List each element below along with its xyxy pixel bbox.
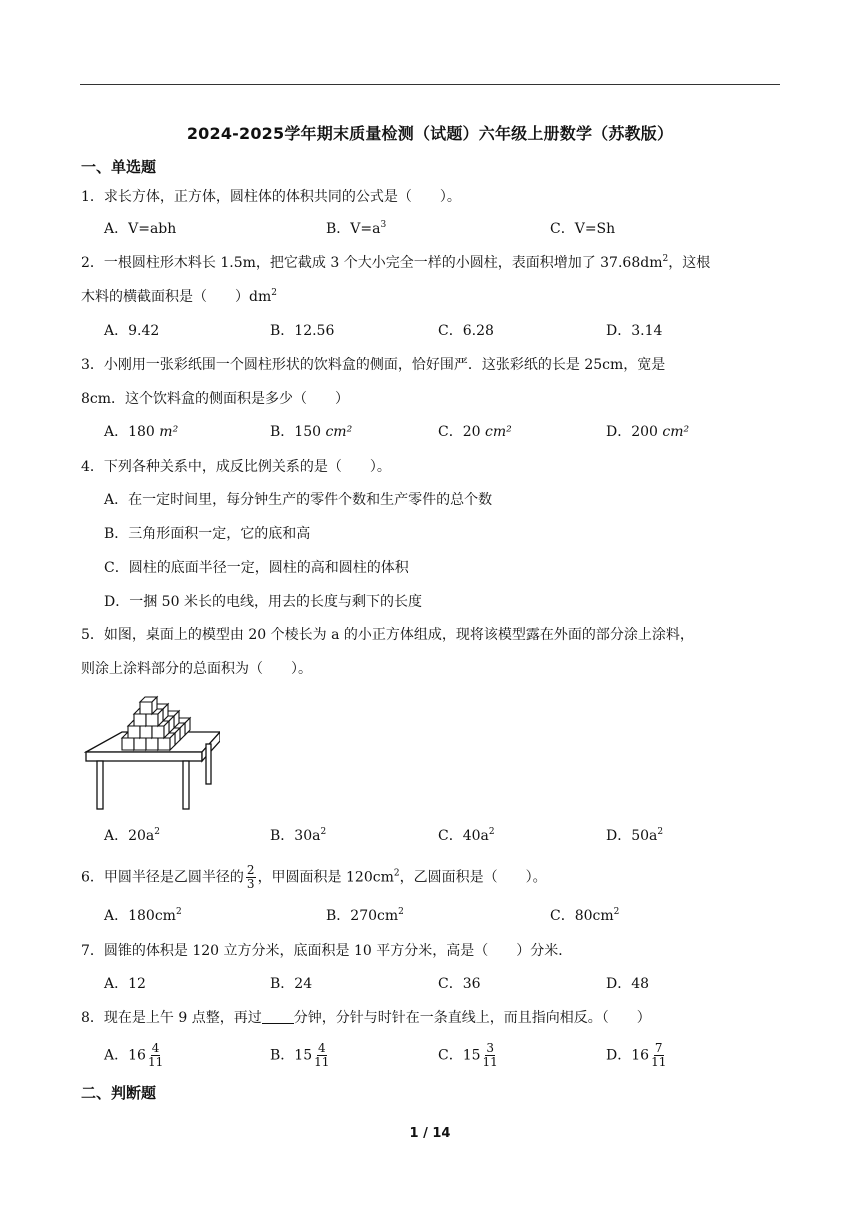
option-c[interactable]: C．36 [438, 976, 481, 992]
option-a[interactable]: A．$20a^2$ [104, 827, 161, 844]
section-heading-true-false: 二、判断题 [81, 1084, 157, 1102]
option-c[interactable]: C．6.28 [438, 323, 494, 339]
question-6-options [104, 905, 784, 925]
page-number: 1 / 14 [409, 1126, 451, 1141]
option-b[interactable]: B．三角形面积一定，它的底和高 [104, 526, 311, 542]
option-a[interactable]: A．180 m² [104, 424, 179, 440]
option-b[interactable]: B．$V=a^3$ [326, 220, 387, 237]
option-d[interactable]: D．200 cm² [606, 424, 690, 440]
question-7-options [104, 973, 784, 993]
option-b[interactable]: B．150 cm² [270, 424, 353, 440]
option-b[interactable]: B．12.56 [270, 323, 335, 339]
question-7: 7．圆锥的体积是 120 立方分米，底面积是 10 平方分米，高是（ ）分米． [81, 943, 573, 959]
question-1: 1．求长方体，正方体，圆柱体的体积共同的公式是（ ）。 [81, 189, 461, 205]
header-rule [80, 84, 780, 85]
question-6: 6．甲圆半径是乙圆半径的 $\frac{2}{3}$ ，甲圆面积是 $120cm^2$，乙圆面积是（ ）。 [81, 863, 547, 891]
option-d[interactable]: D．3.14 [606, 323, 663, 339]
option-a[interactable]: A．9.42 [104, 323, 160, 339]
option-a[interactable]: A．在一定时间里，每分钟生产的零件个数和生产零件的总个数 [104, 492, 493, 508]
option-a[interactable]: A．V=abh [104, 221, 177, 237]
option-b[interactable]: B．24 [270, 976, 313, 992]
fraction: $\frac{2}{3}$ [246, 863, 255, 891]
option-c[interactable]: C．$40a^2$ [438, 827, 495, 844]
page-title: 2024-2025学年期末质量检测（试题）六年级上册数学（苏教版） [186, 124, 674, 143]
option-a[interactable]: A．16 $\frac{4}{11}$ [104, 1041, 164, 1069]
option-d[interactable]: D．一捆 50 米长的电线，用去的长度与剩下的长度 [104, 594, 422, 610]
question-4: 4．下列各种关系中，成反比例关系的是（ ）。 [81, 459, 391, 475]
option-c[interactable]: C．$80cm^2$ [550, 907, 620, 924]
option-c[interactable]: C．15 $\frac{3}{11}$ [438, 1041, 498, 1069]
answer-blank[interactable] [262, 1011, 294, 1024]
question-3-line-2: 8cm．这个饮料盒的侧面积是多少（ ） [81, 391, 350, 407]
question-8: 8．现在是上午 9 点整，再过 分钟，分针与时针在一条直线上，而且指向相反。（ ） [81, 1010, 651, 1026]
question-5-line-2: 则涂上涂料部分的总面积为（ ）。 [81, 661, 312, 677]
option-c[interactable]: C．V=Sh [550, 221, 616, 237]
question-2-line-2: 木料的横截面积是（ ）$dm^2$ [81, 288, 277, 305]
option-a[interactable]: A．$180cm^2$ [104, 907, 182, 924]
option-d[interactable]: D．$50a^2$ [606, 827, 664, 844]
question-3-options [104, 421, 784, 441]
option-d[interactable]: D．16 $\frac{7}{11}$ [606, 1041, 667, 1069]
option-c[interactable]: C．圆柱的底面半径一定，圆柱的高和圆柱的体积 [104, 560, 409, 576]
question-5-options [104, 825, 784, 845]
small-cube [140, 697, 157, 714]
option-d[interactable]: D．48 [606, 976, 650, 992]
question-3-line-1: 3．小刚用一张彩纸围一个圆柱形状的饮料盒的侧面，恰好围严．这张彩纸的长是 25cm，宽是 [81, 357, 666, 373]
cube-model-on-table-figure [84, 692, 220, 812]
option-b[interactable]: B．$30a^2$ [270, 827, 327, 844]
option-c[interactable]: C．20 cm² [438, 424, 512, 440]
question-2-options [104, 320, 784, 340]
section-heading-single-choice: 一、单选题 [81, 158, 157, 176]
question-8-options [104, 1042, 784, 1072]
option-b[interactable]: B．15 $\frac{4}{11}$ [270, 1041, 330, 1069]
question-1-options [104, 218, 784, 238]
question-2-line-1: 2．一根圆柱形木料长 1.5m，把它截成 3 个大小完全一样的小圆柱，表面积增加了 $37.68dm^2$，这根 [81, 254, 711, 271]
option-a[interactable]: A．12 [104, 976, 146, 992]
question-5-line-1: 5．如图，桌面上的模型由 20 个棱长为 a 的小正方体组成，现将该模型露在外面的部分涂上涂料， [81, 627, 694, 643]
option-b[interactable]: B．$270cm^2$ [326, 907, 404, 924]
